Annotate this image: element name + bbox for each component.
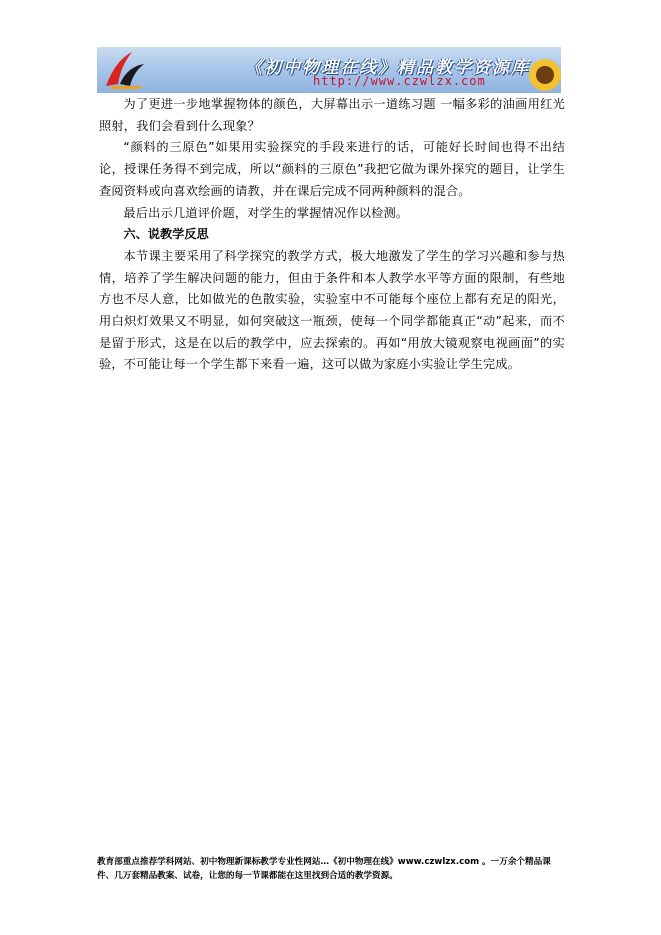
banner-title: 《初中物理在线》精品教学资源库	[245, 58, 530, 78]
banner-url[interactable]: http://www.czwlzx.com	[313, 74, 486, 88]
page-footer: 教育部重点推荐学科网站、初中物理新课标教学专业性网站…《初中物理在线》www.czwlzx.com 。一万余个精品课件、几万套精品教案、试卷，让您的每一节课都能在这里找到合适的教学资源。	[97, 857, 551, 881]
paragraph-evaluation: 最后出示几道评价题，对学生的掌握情况作以检测。	[123, 205, 409, 220]
header-banner	[97, 47, 561, 93]
sunflower-icon	[515, 47, 561, 93]
paragraph-primary-colors: “颜料的三原色”如果用实验探究的手段来进行的话，可能好长时间也得不出结论，授课任务得不到完成，所以“颜料的三原色”我把它做为课外探究的题目，让学生查阅资料或向喜欢绘画的请教，并在课后完成不同两种颜料的混合。	[99, 140, 565, 198]
paragraph-exercise: 为了更进一步地掌握物体的颜色，大屏幕出示一道练习题 一幅多彩的油画用红光照射，我们会看到什么现象？	[99, 97, 565, 133]
site-logo-icon	[102, 50, 148, 90]
section-heading: 六、说教学反思	[123, 227, 209, 242]
paragraph-reflection: 本节课主要采用了科学探究的教学方式，极大地激发了学生的学习兴趣和参与热情，培养了学生解决问题的能力，但由于条件和本人教学水平等方面的限制，有些地方也不尽人意，比如做光的色散实验，实验室中不可能每个座位上都有充足的阳光，用白炽灯效果又不明显，如何突破这一瓶颈，使每一个同学都能真正“动”起来，而不是留于形式，这是在以后的教学中，应去探索的。再如“用放大镜观察电视画面”的实验，不可能让每一个学生都下来看一遍，这可以做为家庭小实验让学生完成。	[99, 248, 565, 372]
document-body	[99, 94, 565, 376]
